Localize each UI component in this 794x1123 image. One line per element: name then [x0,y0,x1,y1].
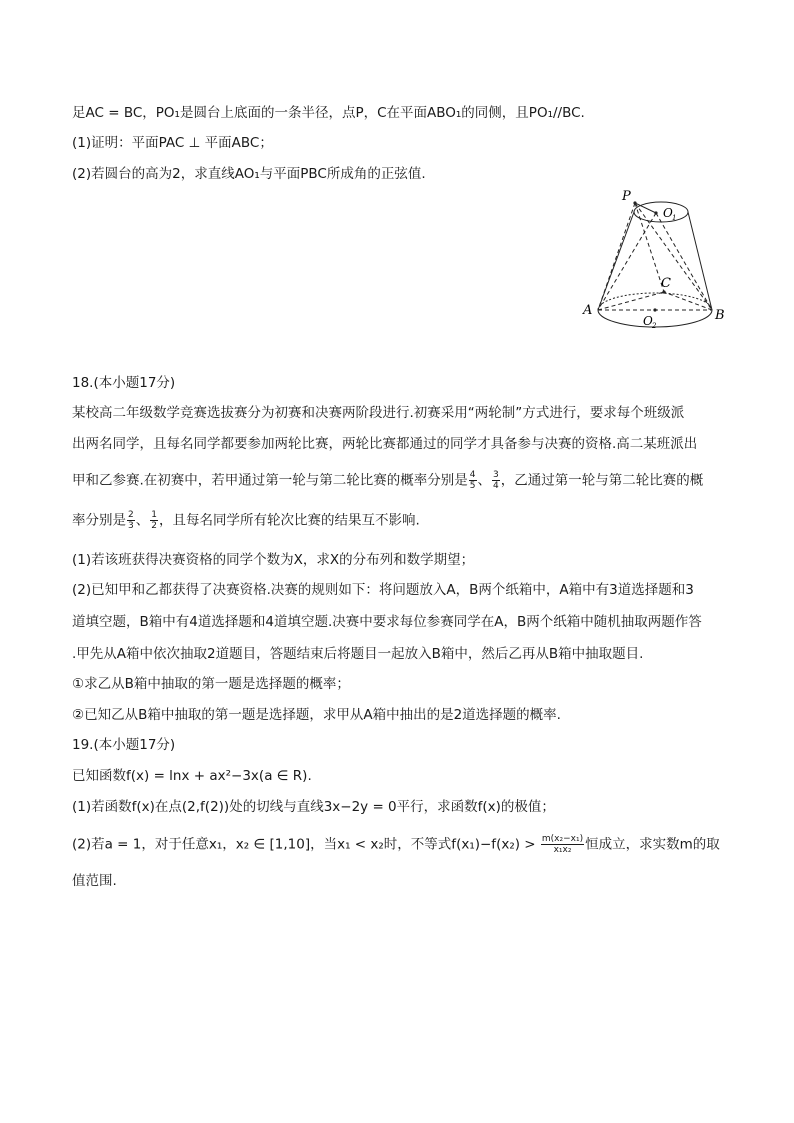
p19-question-2-line1 [72,834,734,855]
label-O2: O [643,314,653,328]
label-A: A [583,303,593,318]
segment-O1A [598,213,656,310]
left-generator [598,212,634,310]
p18-line4-text-b: ，且每名同学所有轮次比赛的结果互不影响. [158,512,420,529]
p19-question-2-text-a: (2)若a = 1，对于任意x₁，x₂ ∈ [1,10]，当x₁ < x₂时，不等式f(x₁)−f(x₂) > [72,836,540,853]
p18-question-1: (1)若该班获得决赛资格的同学个数为X，求X的分布列和数学期望； [72,552,475,568]
label-O2-subscript: 2 [652,322,657,330]
frustum-figure [578,186,728,336]
right-generator [688,212,712,310]
p19-question-1: (1)若函数f(x)在点(2,f(2))处的切线与直线3x−2y = 0平行，求函数f(x)的极值； [72,799,555,815]
fraction-2-3: $\frac{2}{3}$ [128,510,134,531]
p18-line3-text-b: ，乙通过第一轮与第二轮比赛的概 [500,472,704,489]
p18-header: 18.(本小题17分) [72,375,176,391]
p18-question-2-line2: 道填空题，B箱中有4道选择题和4道填空题.决赛中要求每位参赛同学在A，B两个纸箱中随机抽取两题作答 [72,614,702,630]
bottom-base-back [598,293,712,310]
p19-header: 19.(本小题17分) [72,737,176,753]
fraction-4-5: $\frac{4}{5}$ [469,470,476,491]
p18-question-2-line1: (2)已知甲和乙都获得了决赛资格.决赛的规则如下：将问题放入A，B两个纸箱中，A箱中有3道选择题和3 [72,582,694,598]
p18-line3: 甲和乙参赛.在初赛中，若甲通过第一轮与第二轮比赛的概率分别是 $\frac{4}{5}$ 、 $\frac{3}{4}$ ，乙通过第一轮与第二轮比赛的概 [72,470,704,491]
segment-AC [598,292,664,310]
label-C: C [661,276,671,291]
segment-O1B [656,213,712,310]
p19-question-2-line2: 值范围. [72,873,117,889]
label-O1: O [663,206,673,220]
p17-question-2: (2)若圆台的高为2，求直线AO₁与平面PBC所成角的正弦值. [72,166,426,182]
p18-line4-text-a: 率分别是 [72,512,126,529]
fraction-m-x2-x1-over-x1x2: $\frac{\text{m(x₂−x₁)}}{\text{x₁x₂}}$ [541,834,584,855]
label-B: B [715,308,725,323]
point-P [633,201,636,204]
top-base-ellipse [634,202,688,222]
segment-BC [664,292,712,310]
point-O1 [654,211,657,214]
p18-line2: 出两名同学，且每名同学都要参加两轮比赛，两轮比赛都通过的同学才具备参与决赛的资格.高二某班派出 [72,436,698,452]
p19-line1: 已知函数f(x) = lnx + ax²−3x(a ∈ R). [72,768,312,784]
label-P: P [622,189,631,204]
p18-line1: 某校高二年级数学竞赛选拔赛分为初赛和决赛两阶段进行.初赛采用“两轮制”方式进行，要求每个班级派 [72,405,685,421]
segment-PC [635,203,664,292]
label-O1-subscript: 1 [672,214,677,222]
p17-question-1: (1)证明：平面PAC ⊥ 平面ABC； [72,135,273,151]
p18-subquestion-2: ②已知乙从B箱中抽取的第一题是选择题，求甲从A箱中抽出的是2道选择题的概率. [72,707,561,723]
point-O2 [653,308,656,311]
fraction-3-4: $\frac{3}{4}$ [493,470,499,491]
p18-subquestion-1: ①求乙从B箱中抽取的第一题是选择题的概率； [72,676,350,692]
p19-question-2-text-b: 恒成立，求实数m的取 [585,836,720,853]
p18-line3-text-a: 甲和乙参赛.在初赛中，若甲通过第一轮与第二轮比赛的概率分别是 [72,472,468,489]
p18-question-2-line3: .甲先从A箱中依次抽取2道题目，答题结束后将题目一起放入B箱中，然后乙再从B箱中抽取题目. [72,646,644,662]
fraction-1-2: $\frac{1}{2}$ [151,510,157,531]
p17-line1: 足AC = BC，PO₁是圆台上底面的一条半径，点P，C在平面ABO₁的同侧，且PO₁//BC. [72,105,585,121]
p18-line4: 率分别是 $\frac{2}{3}$ 、 $\frac{1}{2}$ ，且每名同学所有轮次比赛的结果互不影响. [72,510,420,531]
